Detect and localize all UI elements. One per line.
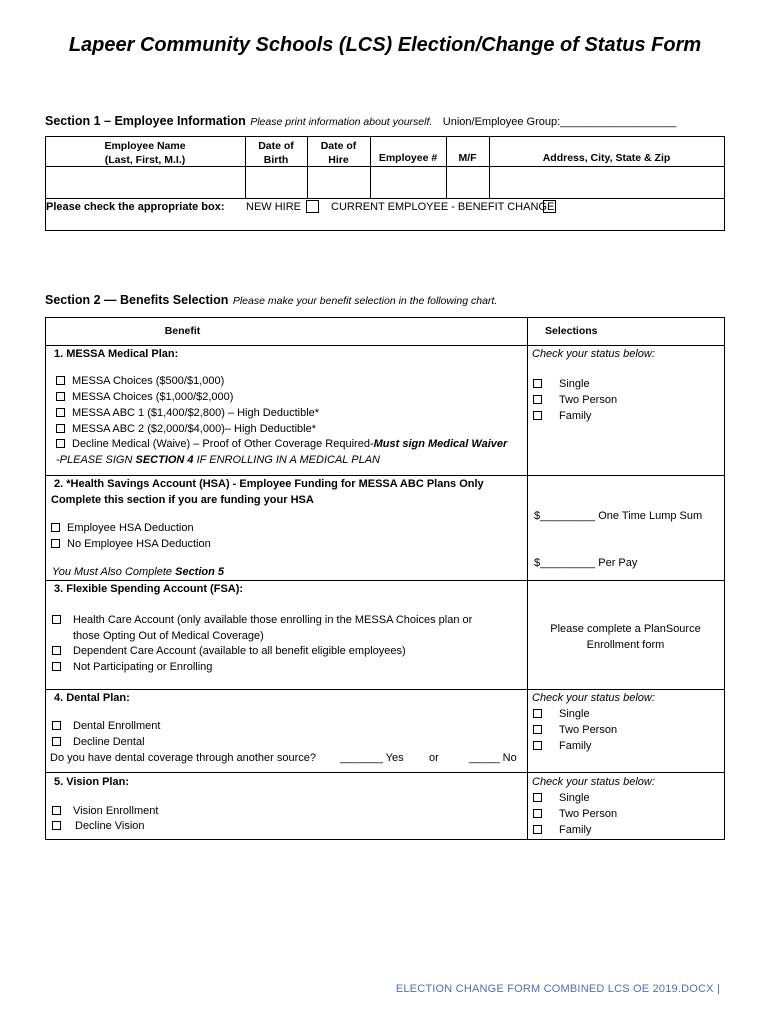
col-employee-number: Employee # <box>378 152 438 164</box>
vision-status-two-person[interactable]: Two Person <box>533 808 617 820</box>
col-mf: M/F <box>458 152 477 164</box>
medical-option[interactable]: MESSA Choices ($500/$1,000) <box>56 375 224 387</box>
section2-heading: Section 2 — Benefits Selection <box>45 293 229 307</box>
dental-status-label: Check your status below: <box>532 692 655 704</box>
checkbox[interactable] <box>52 662 61 671</box>
checkbox[interactable] <box>533 379 542 388</box>
document-footer: ELECTION CHANGE FORM COMBINED LCS OE 2019.DOCX | <box>395 983 720 995</box>
checkbox[interactable] <box>52 737 61 746</box>
dental-question: Do you have dental coverage through another source? <box>50 752 317 764</box>
new-hire-checkbox[interactable] <box>306 200 319 213</box>
checkbox[interactable] <box>56 439 65 448</box>
checkbox[interactable] <box>533 741 542 750</box>
dental-no-field[interactable]: _____ No <box>469 752 517 764</box>
medical-status-label: Check your status below: <box>532 348 655 360</box>
dental-option[interactable]: Dental Enrollment <box>52 720 160 732</box>
hsa-subheading: Complete this section if you are funding your HSA <box>51 494 314 506</box>
current-employee-checkbox[interactable] <box>543 200 556 213</box>
col-employee-name: Employee Name (Last, First, M.I.) <box>104 140 186 166</box>
col-benefit: Benefit <box>164 325 201 337</box>
col-date-of-hire: Date of Hire <box>320 140 357 166</box>
page-title: Lapeer Community Schools (LCS) Election/Change of Status Form <box>68 34 702 56</box>
checkbox[interactable] <box>533 725 542 734</box>
vision-option[interactable]: Vision Enrollment <box>52 805 158 817</box>
medical-option[interactable]: MESSA ABC 2 ($2,000/$4,000)– High Deductible* <box>56 423 316 435</box>
fsa-health-care-option[interactable]: Health Care Account (only available those enrolling in the MESSA Choices plan or <box>52 614 472 626</box>
medical-sign-note: -PLEASE SIGN SECTION 4 IF ENROLLING IN A MEDICAL PLAN <box>56 454 381 466</box>
medical-status-single[interactable]: Single <box>533 378 590 390</box>
hsa-option[interactable]: Employee HSA Deduction <box>51 522 194 534</box>
checkbox[interactable] <box>52 615 61 624</box>
section1-header <box>45 112 676 130</box>
medical-heading: 1. MESSA Medical Plan: <box>54 348 179 360</box>
employee-name-input[interactable] <box>46 167 245 198</box>
section1-note: Please print information about yourself. <box>250 116 433 128</box>
hsa-lump-sum-field[interactable]: $_________ One Time Lump Sum <box>534 510 703 522</box>
check-box-label: Please check the appropriate box: <box>46 201 225 213</box>
checkbox[interactable] <box>52 721 61 730</box>
checkbox[interactable] <box>52 821 61 830</box>
mf-input[interactable] <box>447 167 489 198</box>
hsa-heading: 2. *Health Savings Account (HSA) - Employee Funding for MESSA ABC Plans Only <box>54 478 484 490</box>
new-hire-label: NEW HIRE <box>246 201 301 213</box>
checkbox[interactable] <box>52 646 61 655</box>
address-input[interactable] <box>490 167 724 198</box>
vision-option[interactable]: Decline Vision <box>52 820 145 832</box>
checkbox[interactable] <box>56 424 65 433</box>
section2-note: Please make your benefit selection in the following chart. <box>232 295 498 307</box>
dental-option[interactable]: Decline Dental <box>52 736 145 748</box>
col-address: Address, City, State & Zip <box>542 152 671 164</box>
checkbox[interactable] <box>533 395 542 404</box>
section1-heading: Section 1 – Employee Information <box>45 114 246 128</box>
checkbox[interactable] <box>533 709 542 718</box>
checkbox[interactable] <box>533 411 542 420</box>
fsa-not-participating-option[interactable]: Not Participating or Enrolling <box>52 661 212 673</box>
current-employee-label: CURRENT EMPLOYEE - BENEFIT CHANGE <box>331 201 555 213</box>
date-of-hire-input[interactable] <box>308 167 370 198</box>
dental-status-family[interactable]: Family <box>533 740 591 752</box>
fsa-heading: 3. Flexible Spending Account (FSA): <box>54 583 244 595</box>
dental-status-single[interactable]: Single <box>533 708 590 720</box>
col-selections: Selections <box>545 325 598 337</box>
hsa-must-complete-note: You Must Also Complete Section 5 <box>52 566 225 578</box>
fsa-dependent-care-option[interactable]: Dependent Care Account (available to all benefit eligible employees) <box>52 645 406 657</box>
dental-status-two-person[interactable]: Two Person <box>533 724 617 736</box>
checkbox[interactable] <box>52 806 61 815</box>
vision-status-single[interactable]: Single <box>533 792 590 804</box>
medical-decline-option[interactable]: Decline Medical (Waive) – Proof of Other Coverage Required-Must sign Medical Waiver <box>56 438 507 450</box>
section2-header <box>45 291 497 309</box>
hsa-per-pay-field[interactable]: $_________ Per Pay <box>534 557 638 569</box>
checkbox[interactable] <box>533 825 542 834</box>
checkbox[interactable] <box>51 523 60 532</box>
vision-status-label: Check your status below: <box>532 776 655 788</box>
medical-option[interactable]: MESSA Choices ($1,000/$2,000) <box>56 391 233 403</box>
vision-heading: 5. Vision Plan: <box>54 776 129 788</box>
fsa-health-care-option-cont: those Opting Out of Medical Coverage) <box>73 630 264 642</box>
hsa-option[interactable]: No Employee HSA Deduction <box>51 538 211 550</box>
checkbox[interactable] <box>533 793 542 802</box>
medical-option[interactable]: MESSA ABC 1 ($1,400/$2,800) – High Deductible* <box>56 407 319 419</box>
fsa-plansource-note: Please complete a PlanSource Enrollment form <box>550 623 701 651</box>
checkbox[interactable] <box>56 376 65 385</box>
dental-or-label: or <box>429 752 439 764</box>
medical-status-family[interactable]: Family <box>533 410 591 422</box>
union-group-field[interactable]: Union/Employee Group:___________________ <box>442 116 677 128</box>
dental-heading: 4. Dental Plan: <box>54 692 130 704</box>
checkbox[interactable] <box>51 539 60 548</box>
vision-status-family[interactable]: Family <box>533 824 591 836</box>
checkbox[interactable] <box>56 392 65 401</box>
checkbox[interactable] <box>56 408 65 417</box>
col-date-of-birth: Date of Birth <box>258 140 294 166</box>
checkbox[interactable] <box>533 809 542 818</box>
medical-status-two-person[interactable]: Two Person <box>533 394 617 406</box>
date-of-birth-input[interactable] <box>246 167 307 198</box>
employee-number-input[interactable] <box>371 167 446 198</box>
dental-yes-field[interactable]: _______ Yes <box>340 752 404 764</box>
